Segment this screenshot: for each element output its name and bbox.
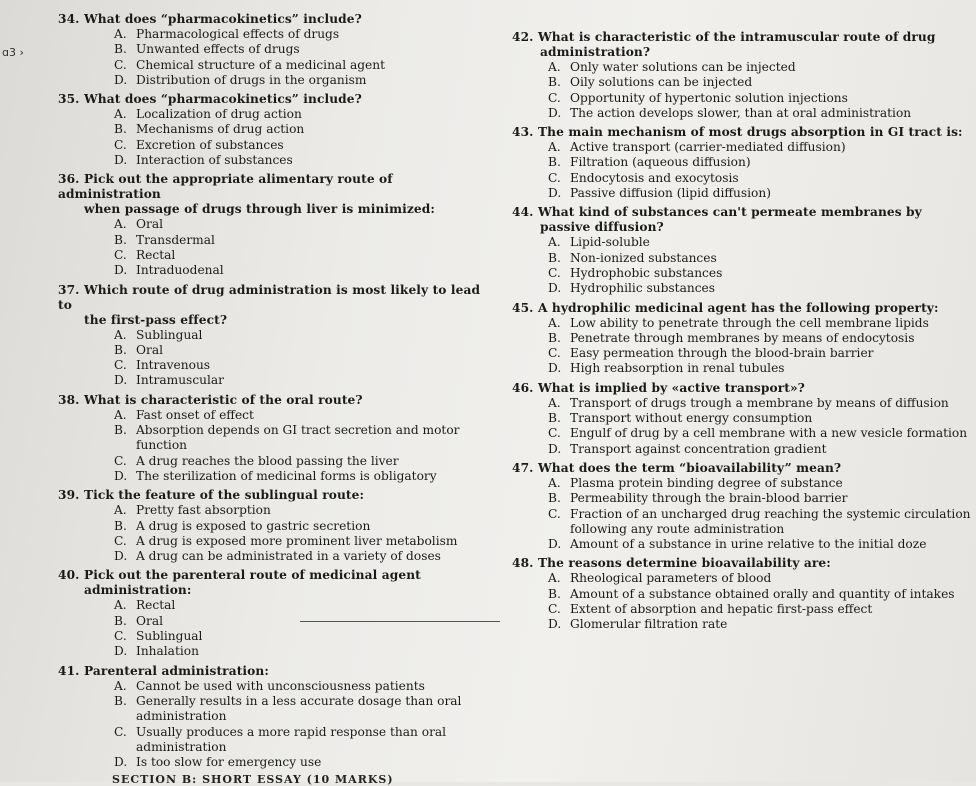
option-letter: C. — [114, 358, 127, 373]
answer-option — [512, 442, 972, 457]
option-text: Interaction of substances — [136, 153, 293, 168]
question-number: 42. — [512, 30, 534, 44]
option-text: Rectal — [136, 247, 176, 262]
question-number: 43. — [512, 125, 534, 140]
option-text: Unwanted effects of drugs — [136, 42, 300, 57]
question — [58, 12, 498, 88]
option-text: Distribution of drugs in the organism — [136, 72, 367, 87]
answer-option — [512, 507, 972, 538]
question — [512, 125, 972, 201]
option-text: Amount of a substance in urine relative to the initial doze — [570, 537, 927, 552]
option-letter: B. — [114, 342, 127, 357]
question-number: 48. — [512, 556, 534, 571]
answer-option — [512, 60, 972, 75]
question-text: Pick out the appropriate alimentary route of administration — [58, 172, 393, 202]
option-text: Intraduodenal — [136, 263, 224, 278]
option-text: Rectal — [136, 598, 176, 613]
option-letter: C. — [548, 170, 561, 185]
answer-option — [512, 235, 972, 250]
question-text: Which route of drug administration is most likely to lead to — [58, 282, 481, 312]
option-text: Transport without energy consumption — [570, 411, 813, 426]
option-letter: A. — [114, 678, 127, 693]
question-text: A hydrophilic medicinal agent has the following property: — [538, 300, 939, 315]
question-stem — [512, 45, 972, 60]
answer-option — [512, 316, 972, 331]
option-text: A drug is exposed more prominent liver metabolism — [136, 533, 458, 548]
answer-option — [512, 331, 972, 346]
option-letter: A. — [114, 598, 127, 613]
option-letter: D. — [114, 468, 128, 483]
answer-option — [512, 571, 972, 586]
option-text: Fast onset of effect — [136, 407, 254, 422]
option-letter: B. — [548, 250, 561, 265]
option-text: Hydrophilic substances — [570, 281, 715, 296]
answer-option — [512, 537, 972, 552]
option-letter: B. — [114, 693, 127, 708]
question-number: 37. — [58, 282, 80, 297]
option-letter: A. — [548, 571, 561, 586]
divider-line — [300, 621, 500, 622]
answer-option — [58, 248, 498, 263]
question-stem — [58, 488, 498, 503]
question-number: 35. — [58, 92, 80, 107]
answer-option — [58, 358, 498, 373]
question-number: 41. — [58, 663, 80, 678]
option-letter: B. — [548, 75, 561, 90]
question-stem — [58, 568, 498, 583]
question-stem — [512, 220, 972, 235]
question — [512, 556, 972, 632]
option-text: Is too slow for emergency use — [136, 755, 322, 770]
question-stem — [512, 125, 972, 140]
question-text: administration: — [84, 583, 192, 598]
answer-option — [512, 251, 972, 266]
question-text: What does the term “bioavailability” mean? — [538, 460, 842, 475]
answer-option — [58, 519, 498, 534]
option-text: Absorption depends on GI tract secretion and motor function — [136, 423, 460, 453]
option-text: Generally results in a less accurate dosage than oral administration — [136, 693, 462, 724]
question-number: 45. — [512, 300, 534, 315]
option-text: Passive diffusion (lipid diffusion) — [570, 186, 771, 201]
answer-option — [58, 694, 498, 725]
question — [512, 381, 972, 457]
question-text: What is characteristic of the oral route? — [84, 392, 363, 407]
question-stem — [512, 556, 972, 571]
option-letter: C. — [114, 724, 127, 739]
option-letter: D. — [114, 72, 128, 87]
option-letter: A. — [548, 140, 561, 155]
answer-option — [58, 644, 498, 659]
option-text: Low ability to penetrate through the cell membrane lipids — [570, 315, 929, 330]
answer-option — [512, 346, 972, 361]
option-text: The sterilization of medicinal forms is obligatory — [136, 468, 437, 483]
option-text: Transport against concentration gradient — [570, 441, 827, 456]
option-text: Transdermal — [136, 232, 215, 247]
answer-option — [58, 73, 498, 88]
answer-option — [512, 186, 972, 201]
question-text: The main mechanism of most drugs absorption in GI tract is: — [538, 125, 963, 140]
question — [58, 488, 498, 564]
question-text: passive diffusion? — [540, 220, 664, 235]
question-text: Tick the feature of the sublingual route: — [84, 488, 365, 503]
answer-option — [512, 617, 972, 632]
answer-option — [512, 426, 972, 441]
question-stem — [512, 301, 972, 316]
option-letter: D. — [114, 373, 128, 388]
answer-option — [58, 107, 498, 122]
option-text: Excretion of substances — [136, 137, 284, 152]
option-letter: B. — [114, 232, 127, 247]
option-letter: C. — [114, 57, 127, 72]
answer-option — [58, 217, 498, 232]
question-text: administration? — [540, 45, 651, 59]
option-text: Lipid-soluble — [570, 235, 650, 250]
question — [512, 301, 972, 377]
answer-option — [512, 75, 972, 90]
option-letter: B. — [548, 586, 561, 601]
option-letter: A. — [114, 407, 127, 422]
option-letter: A. — [114, 107, 127, 122]
option-text: Permeability through the brain-blood barrier — [570, 491, 848, 506]
option-letter: B. — [114, 423, 127, 438]
option-text: Opportunity of hypertonic solution injections — [570, 90, 848, 105]
question-number: 39. — [58, 488, 80, 503]
question-number: 40. — [58, 568, 80, 583]
option-letter: A. — [114, 327, 127, 342]
answer-option — [58, 343, 498, 358]
option-text: Penetrate through membranes by means of endocytosis — [570, 330, 915, 345]
question — [58, 283, 498, 389]
option-letter: C. — [548, 426, 561, 441]
question-stem — [58, 313, 498, 328]
question-stem — [58, 172, 498, 202]
option-letter: B. — [114, 518, 127, 533]
option-letter: C. — [114, 533, 127, 548]
option-letter: A. — [548, 235, 561, 250]
answer-option — [512, 396, 972, 411]
option-letter: D. — [114, 153, 128, 168]
answer-option — [58, 373, 498, 388]
option-letter: D. — [548, 105, 562, 120]
option-letter: A. — [548, 475, 561, 490]
option-letter: D. — [548, 441, 562, 456]
answer-option — [58, 153, 498, 168]
margin-mark: ɑ3 › — [2, 46, 24, 59]
question-text: What kind of substances can't permeate membranes by — [538, 205, 922, 220]
option-letter: D. — [548, 281, 562, 296]
option-letter: A. — [548, 395, 561, 410]
question-number: 34. — [58, 12, 80, 26]
question-stem — [512, 381, 972, 396]
option-letter: A. — [548, 315, 561, 330]
option-text: Only water solutions can be injected — [570, 60, 796, 74]
answer-option — [58, 503, 498, 518]
answer-option — [512, 281, 972, 296]
answer-option — [58, 549, 498, 564]
answer-option — [512, 361, 972, 376]
option-letter: C. — [548, 506, 561, 521]
option-text: Cannot be used with unconsciousness patients — [136, 678, 425, 693]
question-stem — [512, 30, 972, 45]
option-text: Intramuscular — [136, 373, 224, 388]
question-stem — [58, 664, 498, 679]
option-text: A drug reaches the blood passing the liver — [136, 453, 399, 468]
option-letter: D. — [114, 263, 128, 278]
answer-option — [58, 408, 498, 423]
option-text: High reabsorption in renal tubules — [570, 361, 785, 376]
question-text: What does “pharmacokinetics” include? — [84, 12, 362, 26]
option-text: Glomerular filtration rate — [570, 617, 728, 632]
question-stem — [58, 583, 498, 598]
answer-option — [58, 725, 498, 756]
answer-option — [58, 328, 498, 343]
question-stem — [58, 393, 498, 408]
option-text: Easy permeation through the blood-brain barrier — [570, 346, 874, 361]
question-stem — [58, 283, 498, 313]
option-text: Usually produces a more rapid response than oral administration — [136, 724, 447, 754]
option-text: Pharmacological effects of drugs — [136, 27, 340, 41]
option-letter: D. — [548, 537, 562, 552]
option-letter: D. — [114, 549, 128, 564]
option-text: Inhalation — [136, 644, 199, 659]
option-text: Sublingual — [136, 629, 203, 644]
section-heading: SECTION B: SHORT ESSAY (10 MARKS) — [112, 773, 394, 786]
option-letter: B. — [114, 613, 127, 628]
option-text: Filtration (aqueous diffusion) — [570, 155, 751, 170]
option-text: Extent of absorption and hepatic first-pass effect — [570, 602, 873, 617]
option-text: Non-ionized substances — [570, 250, 717, 265]
question — [58, 664, 498, 771]
question — [58, 393, 498, 484]
answer-option — [512, 155, 972, 170]
option-letter: D. — [548, 361, 562, 376]
option-letter: D. — [548, 617, 562, 632]
option-text: Plasma protein binding degree of substance — [570, 475, 843, 490]
option-text: A drug can be administrated in a variety of doses — [136, 549, 441, 564]
option-letter: C. — [548, 90, 561, 105]
option-text: Rheological parameters of blood — [570, 571, 772, 586]
option-letter: B. — [548, 155, 561, 170]
option-letter: B. — [114, 122, 127, 137]
question — [58, 92, 498, 168]
option-text: A drug is exposed to gastric secretion — [136, 518, 371, 533]
option-letter: B. — [548, 491, 561, 506]
option-text: The action develops slower, than at oral administration — [570, 105, 912, 120]
question-stem — [512, 461, 972, 476]
question-number: 44. — [512, 205, 534, 220]
question — [512, 205, 972, 296]
answer-option — [58, 122, 498, 137]
answer-option — [512, 140, 972, 155]
answer-option — [58, 469, 498, 484]
question-stem — [58, 12, 498, 27]
answer-option — [58, 27, 498, 42]
answer-option — [58, 755, 498, 770]
option-text: Hydrophobic substances — [570, 265, 723, 280]
answer-option — [58, 629, 498, 644]
question-text: What is implied by «active transport»? — [538, 380, 805, 395]
option-text: Transport of drugs trough a membrane by means of diffusion — [570, 395, 949, 410]
question-number: 47. — [512, 460, 534, 475]
answer-option — [512, 91, 972, 106]
option-text: Oral — [136, 342, 163, 357]
answer-option — [58, 423, 498, 454]
option-letter: C. — [114, 629, 127, 644]
question-number: 36. — [58, 172, 80, 187]
option-text: Oily solutions can be injected — [570, 75, 753, 90]
option-text: Fraction of an uncharged drug reaching the systemic circulation following any route administration — [570, 506, 971, 536]
option-letter: C. — [114, 453, 127, 468]
option-text: Localization of drug action — [136, 107, 302, 122]
answer-option — [512, 587, 972, 602]
option-letter: D. — [548, 186, 562, 201]
answer-option — [512, 602, 972, 617]
question-text: when passage of drugs through liver is minimized: — [84, 202, 435, 217]
answer-option — [512, 491, 972, 506]
right-column — [512, 30, 972, 637]
option-text: Amount of a substance obtained orally and quantity of intakes — [570, 586, 955, 601]
option-text: Active transport (carrier-mediated diffusion) — [570, 140, 846, 155]
question-number: 38. — [58, 392, 80, 407]
question-text: The reasons determine bioavailability are: — [538, 556, 831, 571]
option-text: Chemical structure of a medicinal agent — [136, 57, 385, 72]
answer-option — [58, 534, 498, 549]
answer-option — [58, 454, 498, 469]
option-text: Pretty fast absorption — [136, 503, 271, 518]
question-stem — [58, 202, 498, 217]
answer-option — [58, 263, 498, 278]
question-text: Parenteral administration: — [84, 663, 269, 678]
option-text: Oral — [136, 217, 163, 232]
answer-option — [512, 266, 972, 281]
answer-option — [512, 171, 972, 186]
answer-option — [512, 411, 972, 426]
option-letter: A. — [114, 503, 127, 518]
answer-option — [58, 598, 498, 613]
question — [512, 30, 972, 121]
option-letter: A. — [114, 27, 127, 41]
question-text: Pick out the parenteral route of medicinal agent — [84, 568, 421, 583]
option-letter: C. — [114, 247, 127, 262]
option-text: Endocytosis and exocytosis — [570, 170, 739, 185]
question — [58, 568, 498, 659]
option-text: Sublingual — [136, 327, 203, 342]
option-text: Engulf of drug by a cell membrane with a new vesicle formation — [570, 426, 968, 441]
option-letter: D. — [114, 644, 128, 659]
question — [58, 172, 498, 278]
answer-option — [512, 106, 972, 121]
option-letter: B. — [548, 330, 561, 345]
option-letter: C. — [114, 137, 127, 152]
option-letter: C. — [548, 265, 561, 280]
option-text: Oral — [136, 613, 163, 628]
option-letter: C. — [548, 602, 561, 617]
option-letter: D. — [114, 755, 128, 770]
question-stem — [512, 205, 972, 220]
option-text: Mechanisms of drug action — [136, 122, 305, 137]
answer-option — [512, 476, 972, 491]
option-letter: A. — [548, 60, 561, 74]
question — [512, 461, 972, 552]
option-letter: B. — [114, 42, 127, 57]
answer-option — [58, 233, 498, 248]
answer-option — [58, 58, 498, 73]
answer-option — [58, 42, 498, 57]
question-text: the first-pass effect? — [84, 312, 228, 327]
question-stem — [58, 92, 498, 107]
option-letter: A. — [114, 217, 127, 232]
option-text: Intravenous — [136, 358, 211, 373]
question-text: What is characteristic of the intramuscular route of drug — [538, 30, 936, 44]
option-letter: C. — [548, 346, 561, 361]
option-letter: B. — [548, 411, 561, 426]
answer-option — [58, 679, 498, 694]
question-text: What does “pharmacokinetics” include? — [84, 92, 362, 107]
left-column — [58, 12, 498, 774]
answer-option — [58, 138, 498, 153]
question-number: 46. — [512, 380, 534, 395]
